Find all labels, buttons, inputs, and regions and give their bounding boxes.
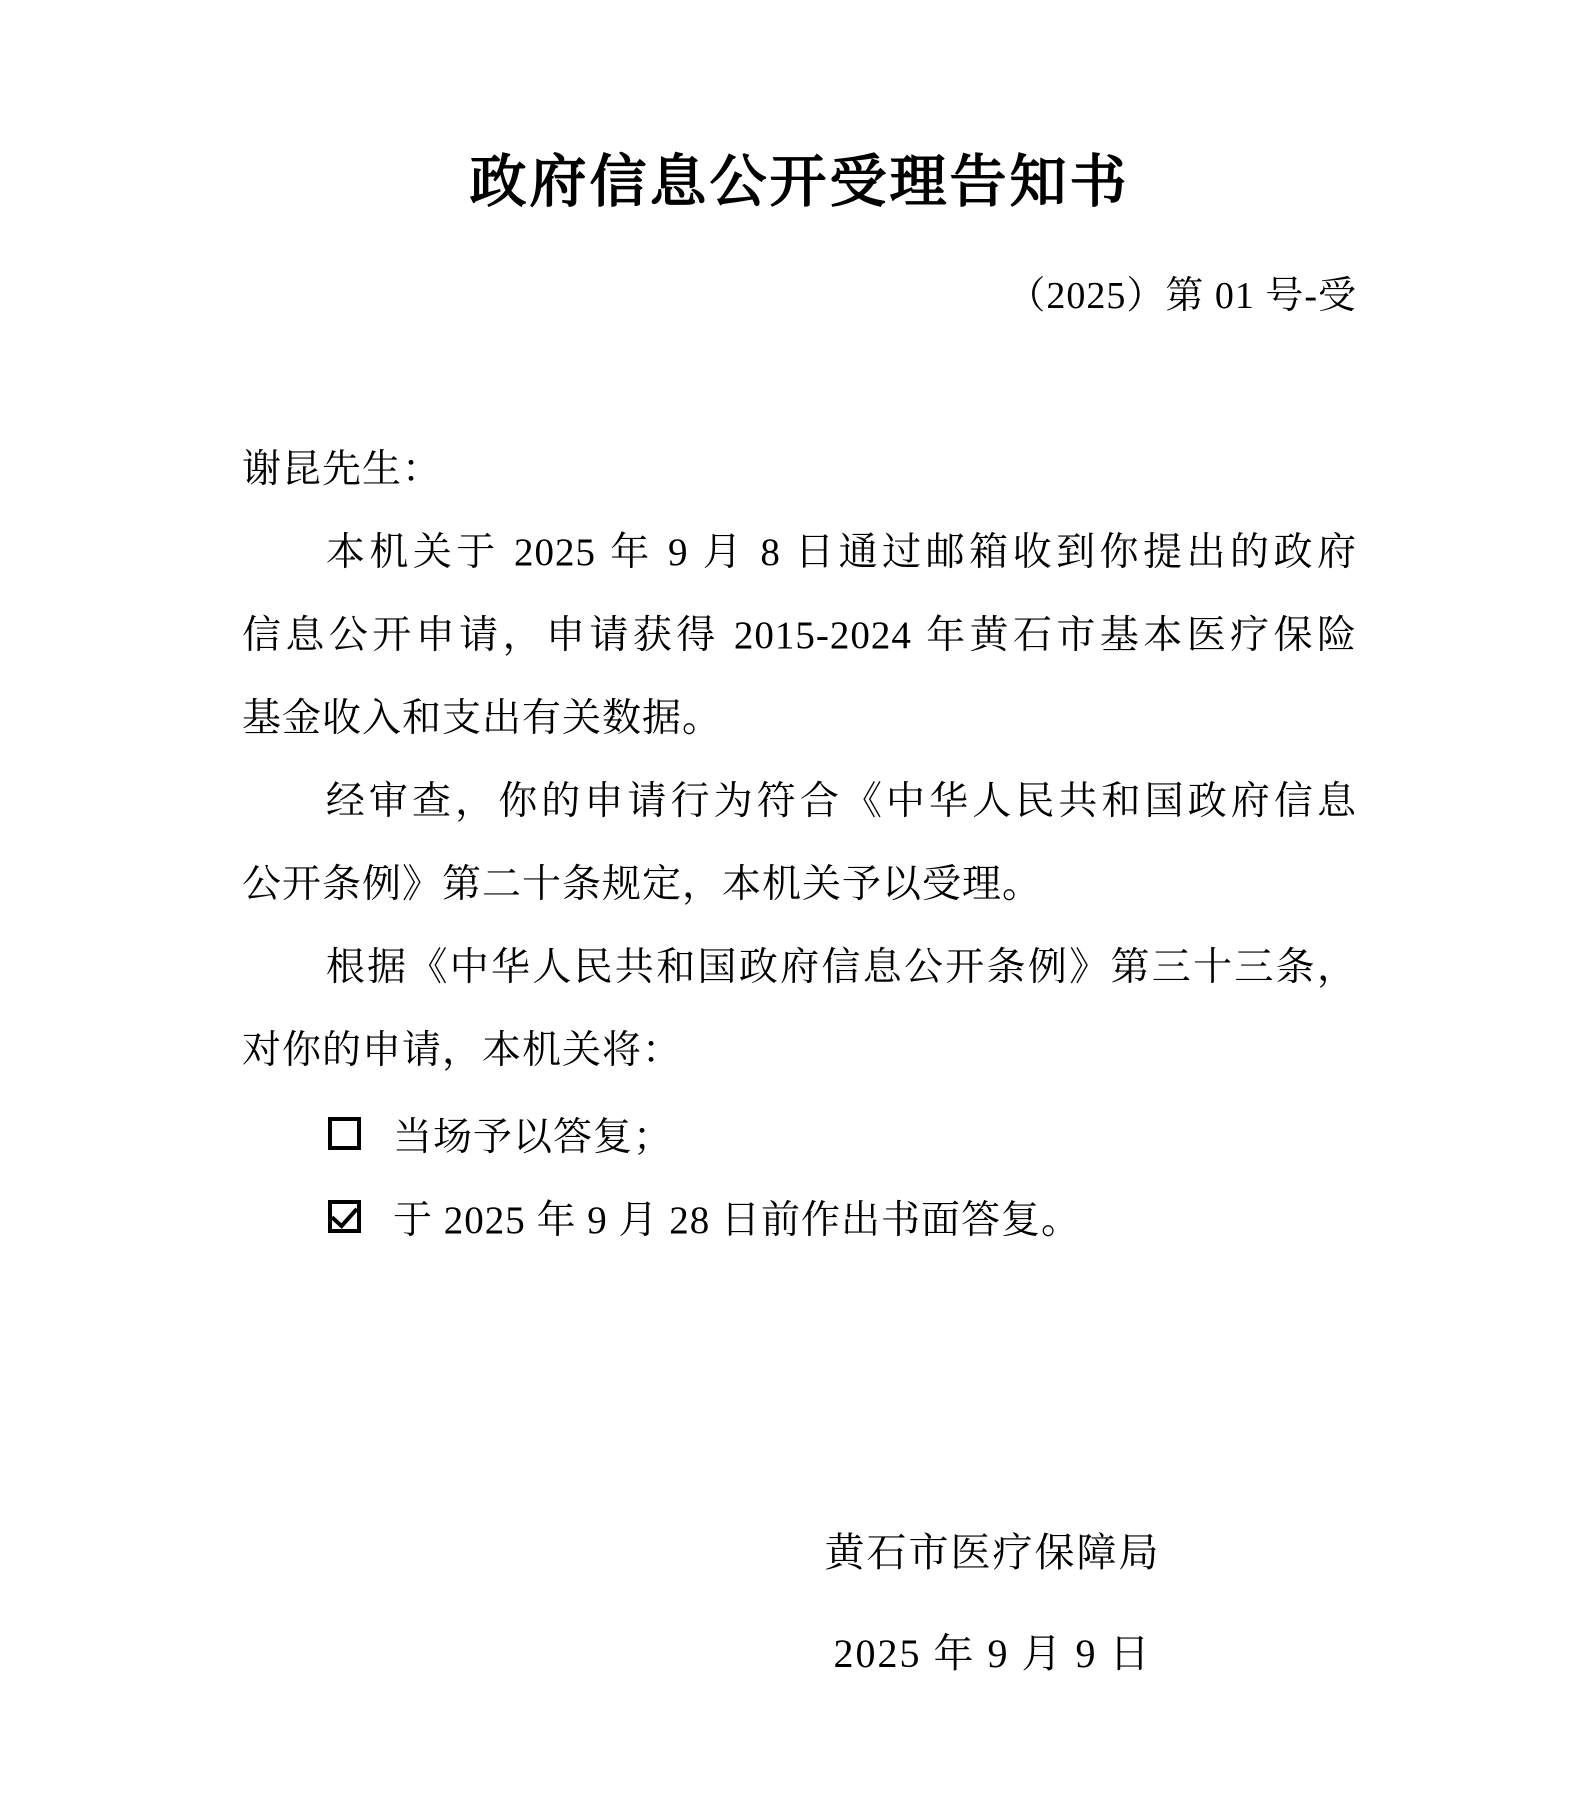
option-label: 于 2025 年 9 月 28 日前作出书面答复。 [393, 1198, 1082, 1242]
body-line: 信息公开申请，申请获得 2015-2024 年黄石市基本医疗保险 [242, 614, 1357, 658]
salutation: 谢昆先生： [242, 448, 443, 492]
issue-date: 2025 年 9 月 9 日 [833, 1631, 1152, 1677]
option-label: 当场予以答复； [393, 1115, 674, 1159]
body-line: 对你的申请，本机关将： [242, 1029, 683, 1073]
body-line: 基金收入和支出有关数据。 [242, 697, 723, 741]
body-line: 本机关于 2025 年 9 月 8 日通过邮箱收到你提出的政府 [325, 531, 1357, 575]
signature-block [435, 1511, 1550, 1695]
reference-number: （2025）第 01 号-受 [1007, 275, 1357, 318]
body-line: 公开条例》第二十条规定，本机关予以受理。 [242, 863, 1043, 907]
body-line: 经审查，你的申请行为符合《中华人民共和国政府信息 [325, 780, 1357, 824]
checkbox-checked-icon [328, 1200, 361, 1233]
agency-name: 黄石市医疗保障局 [824, 1530, 1161, 1576]
body-line: 根据《中华人民共和国政府信息公开条例》第三十三条， [325, 946, 1357, 990]
option-row [242, 1175, 1357, 1258]
checkbox-unchecked-icon [328, 1117, 361, 1150]
document-content [242, 0, 1357, 1695]
option-row [242, 1092, 1357, 1175]
page-title: 政府信息公开受理告知书 [469, 150, 1130, 214]
